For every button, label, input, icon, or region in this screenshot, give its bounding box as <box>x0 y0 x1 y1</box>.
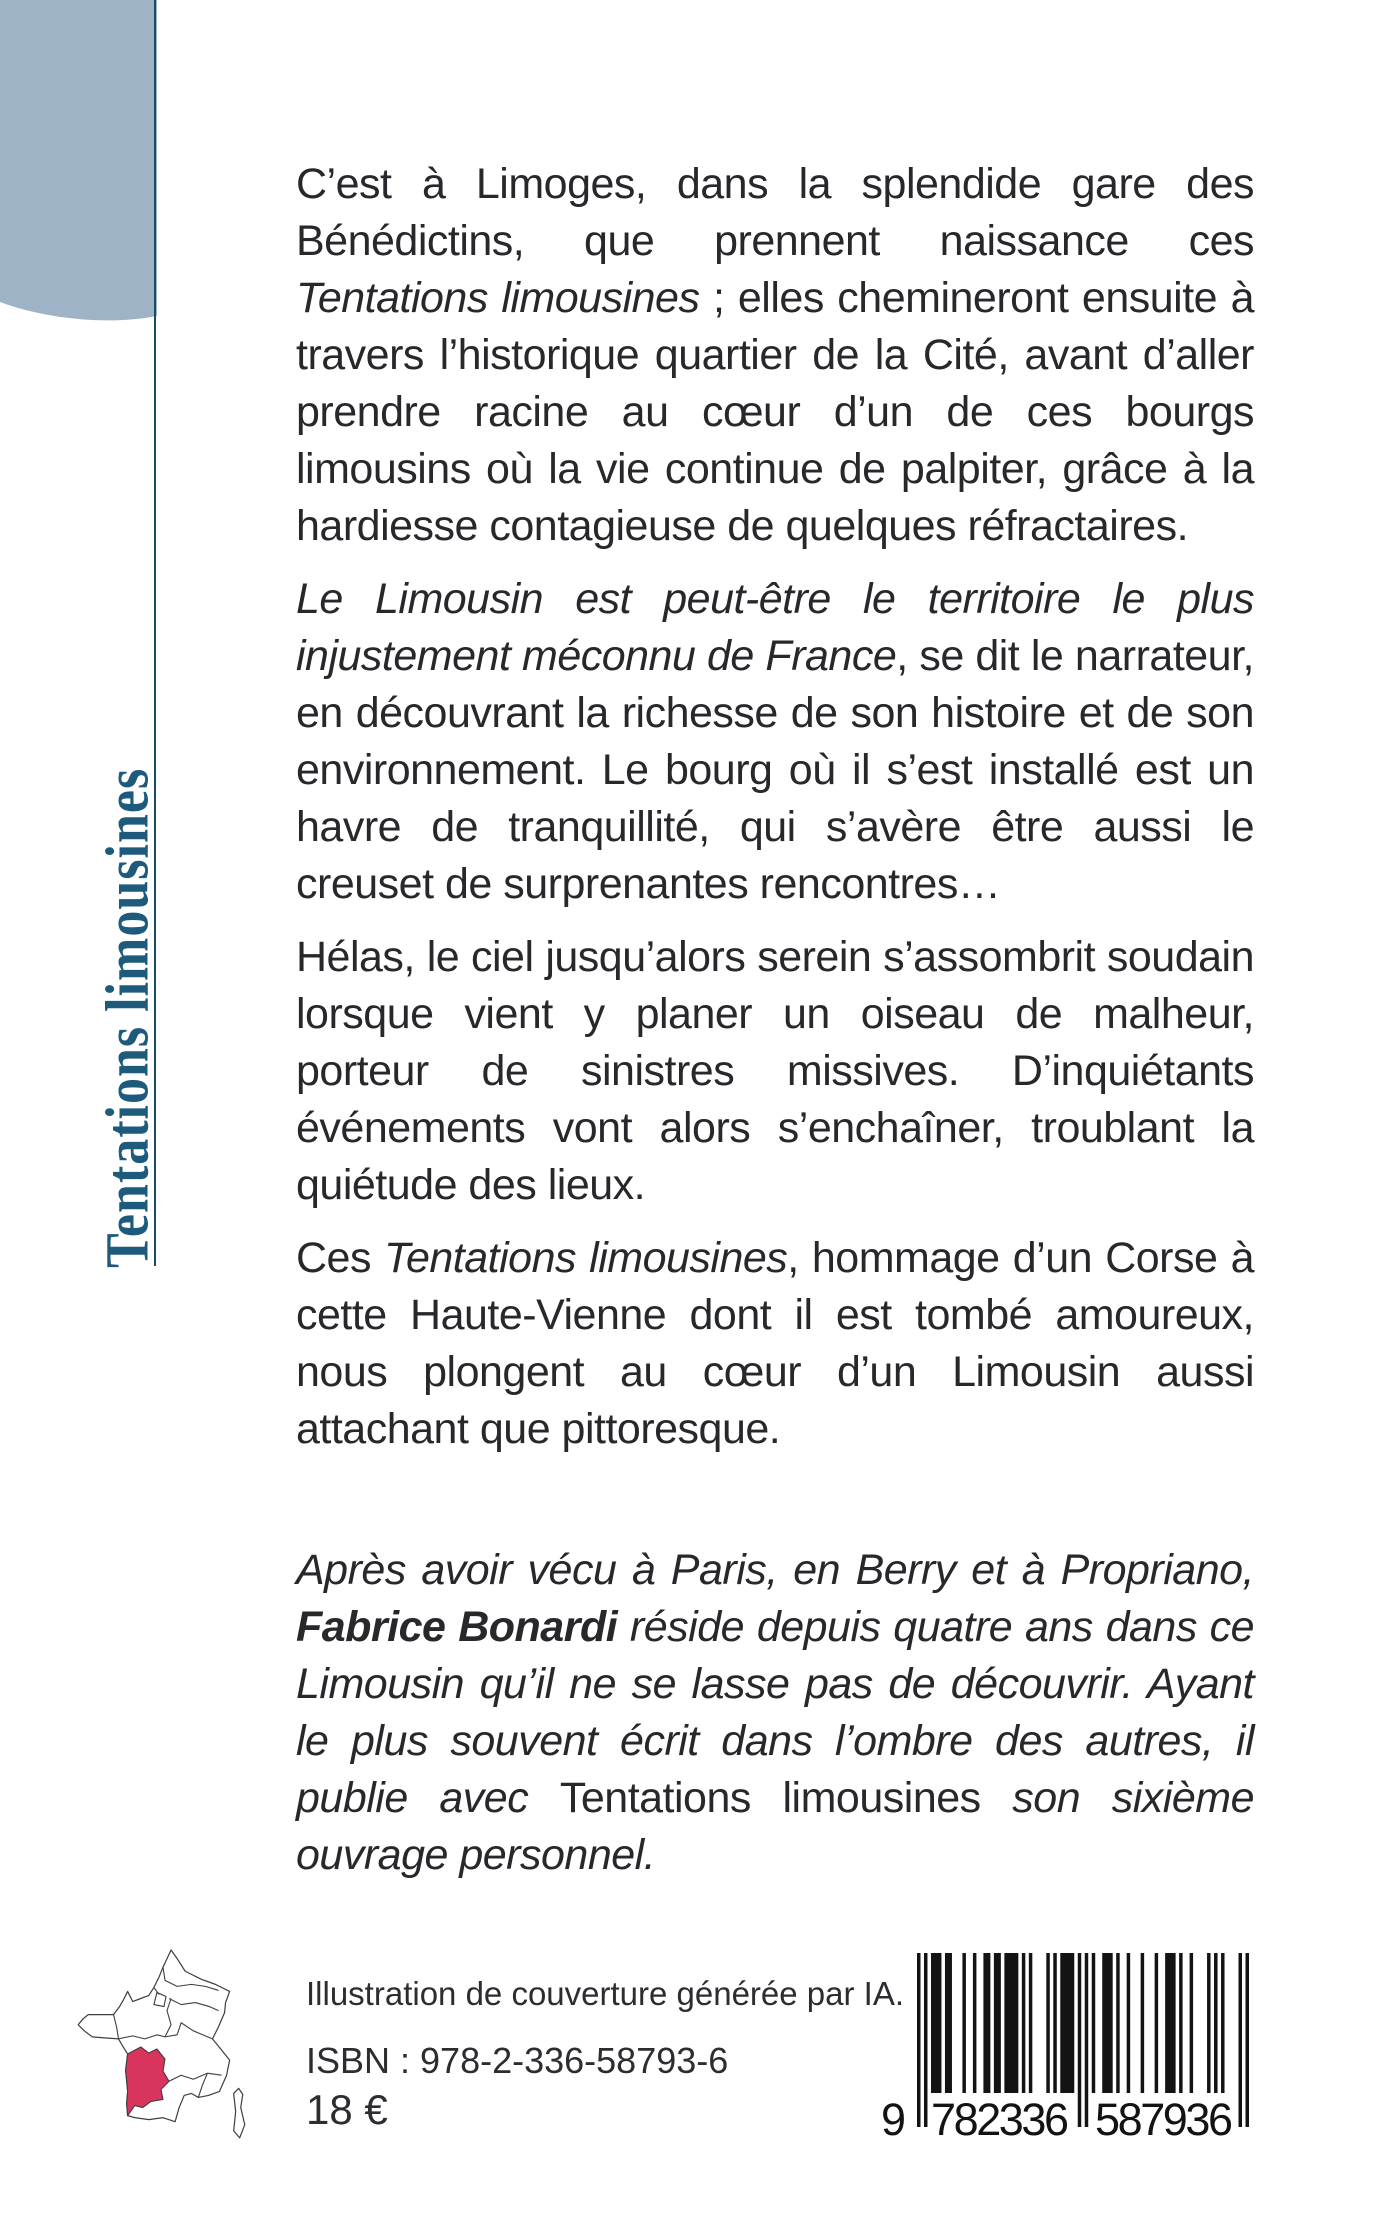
barcode-bar <box>1116 1953 1119 2093</box>
barcode-bar <box>1214 1953 1217 2093</box>
corsica-outline <box>234 2088 245 2137</box>
barcode-bar <box>1029 1953 1032 2093</box>
barcode-bar <box>931 1953 941 2093</box>
barcode-bar <box>1060 1953 1074 2093</box>
text-segment: Tentations limousines <box>296 274 700 322</box>
barcode-digits-right: 587936 <box>1095 2094 1233 2139</box>
barcode-bar <box>1165 1953 1175 2093</box>
barcode-bar <box>1141 1953 1144 2093</box>
barcode-bar <box>1207 1953 1210 2093</box>
barcode-bar <box>945 1953 952 2093</box>
barcode-bar <box>924 1953 927 2127</box>
barcode-bar <box>994 1953 1001 2093</box>
barcode-bar <box>1078 1953 1081 2127</box>
barcode-bar <box>962 1953 965 2093</box>
barcode-digit-leading: 9 <box>881 2094 907 2139</box>
barcode-digits-left: 782336 <box>931 2094 1069 2139</box>
text-segment: Après avoir vécu à Paris, en Berry et à Propriano, <box>296 1546 1254 1594</box>
text-segment: C’est à Limoges, dans la splendide gare des Bénédictins, que prennent naissance ces <box>296 160 1254 265</box>
text-segment: , hommage d’un Corse à cette Haute-Vienne dont il est tombé amoureux, nous plongent au cœur d’un Limousin aussi attachant que pittoresque. <box>296 1234 1254 1453</box>
barcode-bar <box>973 1953 976 2093</box>
synopsis-paragraph-3 <box>296 929 1254 1214</box>
ean13-barcode <box>881 1953 1253 2139</box>
barcode-bar <box>1179 1953 1182 2093</box>
isbn-text: ISBN : 978-2-336-58793-6 <box>306 2040 729 2081</box>
barcode-bar <box>1085 1953 1088 2127</box>
author-bio <box>296 1542 1254 1884</box>
illustration-credit: Illustration de couverture générée par IA. <box>306 1975 905 2012</box>
barcode-bar <box>1053 1953 1056 2093</box>
synopsis-paragraph-1 <box>296 156 1254 555</box>
text-segment: Ces <box>296 1234 385 1282</box>
synopsis-paragraph-2 <box>296 571 1254 913</box>
barcode-bar <box>1155 1953 1158 2093</box>
france-regions-map-icon <box>74 1946 256 2155</box>
text-segment: réside depuis quatre ans dans ce Limousin qu’il ne se lasse pas de découvrir. Ayant le plus souvent écrit dans l’ombre des autres, il publie avec <box>296 1603 1254 1822</box>
barcode-bar <box>1190 1953 1193 2093</box>
text-segment: Le Limousin est peut-être le territoire le plus injustement méconnu de France <box>296 575 1254 680</box>
barcode-bar <box>1221 1953 1224 2093</box>
text-segment: Fabrice Bonardi <box>296 1603 618 1651</box>
author-bio-paragraph <box>296 1542 1254 1884</box>
text-segment: son sixième ouvrage personnel. <box>296 1774 1254 1879</box>
synopsis <box>296 156 1254 1458</box>
text-segment: , se dit le narrateur, en découvrant la richesse de son histoire et de son environnement. Le bourg où il s’est installé est un havre de tranquillité, qui s’avère être aussi le creuset de surprenantes rencontres… <box>296 632 1254 908</box>
price-text: 18 € <box>306 2086 388 2133</box>
text-segment: ; elles chemineront ensuite à travers l’historique quartier de la Cité, avant d’aller prendre racine au cœur d’un de ces bourgs limousins où la vie continue de palpiter, grâce à la hardiesse contagieuse de quelques réfractaires. <box>296 274 1254 550</box>
barcode-bar <box>1092 1953 1095 2093</box>
synopsis-paragraph-4 <box>296 1230 1254 1458</box>
text-segment: Tentations limousines <box>559 1774 981 1822</box>
barcode-bar <box>1246 1953 1249 2127</box>
barcode-bar <box>1004 1953 1018 2093</box>
barcode-bar <box>1239 1953 1242 2127</box>
barcode-bar <box>1022 1953 1025 2093</box>
barcode-bar <box>1127 1953 1130 2093</box>
barcode-bar <box>917 1953 920 2127</box>
barcode-bar <box>1102 1953 1112 2093</box>
text-segment: Hélas, le ciel jusqu’alors serein s’assombrit soudain lorsque vient y planer un oiseau de malheur, porteur de sinistres missives. D’inquiétants événements vont alors s’enchaîner, troublant la quiétude des lieux. <box>296 933 1254 1209</box>
barcode-bar <box>1046 1953 1049 2093</box>
text-segment: Tentations limousines <box>384 1234 788 1282</box>
barcode-bar <box>983 1953 990 2093</box>
spine-title: Tentations limousines <box>94 767 162 1268</box>
corner-shape <box>0 0 157 326</box>
